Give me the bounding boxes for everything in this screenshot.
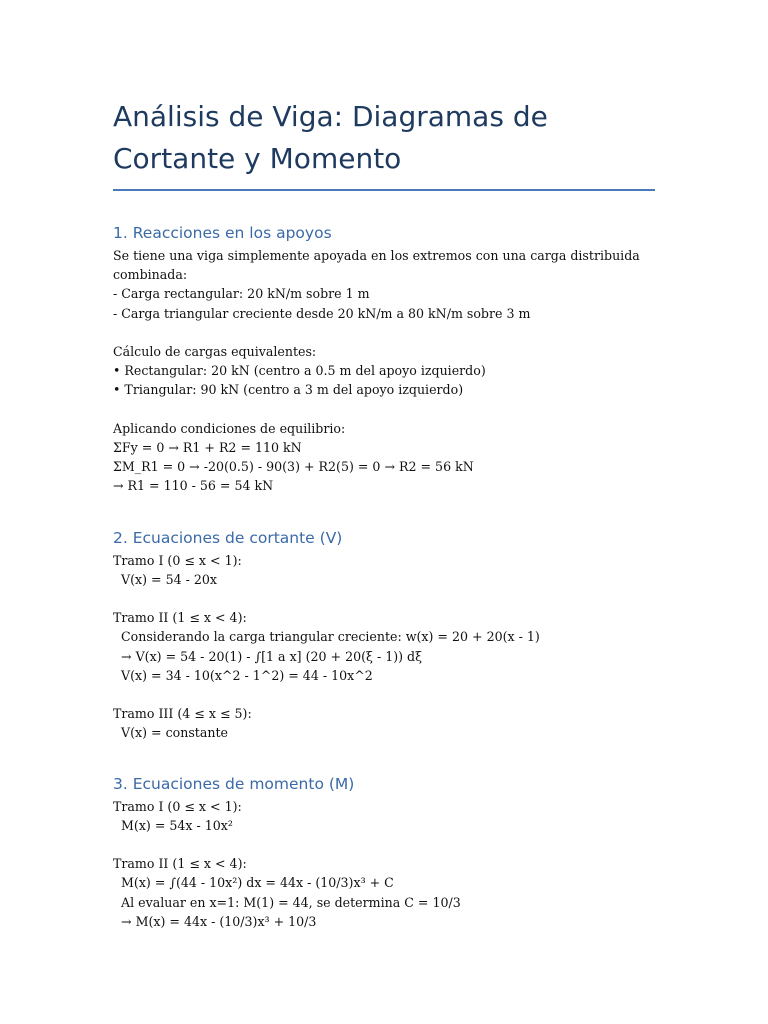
section-heading-reactions: 1. Reacciones en los apoyos [113,224,332,242]
section-heading-moment: 3. Ecuaciones de momento (M) [113,774,355,793]
document-page [113,96,655,931]
section-body-reactions: Se tiene una viga simplemente apoyada en los extremos con una carga distribuida combinada: - Carga rectangular: 20 kN/m sobre 1 m - Carga triangular creciente desde 20 kN/m a 80 kN/m sobre 3 m Cálculo de cargas equivalentes: • Rectangular: 20 kN (centro a 0.5 m del apoyo izquierdo) • Triangular: 90 kN (centro a 3 m del apoyo izquierdo) Aplicando condiciones de equilibrio: ΣFy = 0 → R1 + R2 = 110 kN ΣM_R1 = 0 → -20(0.5) - 90(3) + R2(5) = 0 → R2 = 56 kN → R1 = 110 - 56 = 54 kN [113,248,640,494]
section-body-shear: Tramo I (0 ≤ x < 1): V(x) = 54 - 20x Tramo II (1 ≤ x < 4): Considerando la carga triangular creciente: w(x) = 20 + 20(x - 1) → V(x) = 54 - 20(1) - ∫[1 a x] (20 + 20(ξ - 1)) dξ V(x) = 34 - 10(x^2 - 1^2) = 44 - 10x^2 Tramo III (4 ≤ x ≤ 5): V(x) = constante [113,552,540,741]
document-title: Análisis de Viga: Diagramas de Cortante y Momento [113,100,548,175]
section-heading-shear: 2. Ecuaciones de cortante (V) [113,528,343,547]
section-body-moment: Tramo I (0 ≤ x < 1): M(x) = 54x - 10x² Tramo II (1 ≤ x < 4): M(x) = ∫(44 - 10x²) dx = 44x - (10/3)x³ + C Al evaluar en x=1: M(1) = 44, se determina C = 10/3 → M(x) = 44x - (10/3)x³ + 10/3 [113,798,461,929]
title-underline [113,189,655,191]
